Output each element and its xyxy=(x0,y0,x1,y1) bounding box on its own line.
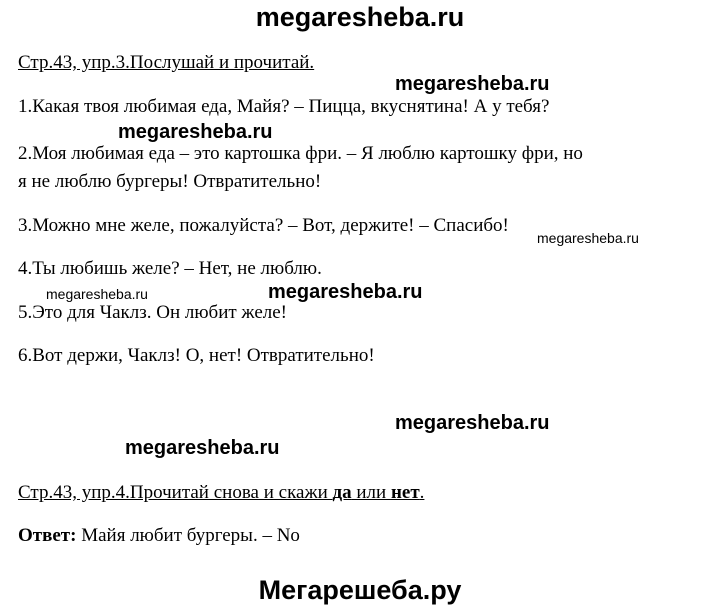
exercise-3-heading: Стр.43, упр.3.Послушай и прочитай. xyxy=(18,52,315,73)
heading-text: Стр.43, упр.4.Прочитай снова и скажи xyxy=(18,482,333,503)
dialogue-line-2: 2.Моя любимая еда – это картошка фри. – Я люблю картошку фри, но xyxy=(18,143,583,164)
dialogue-line-1: 1.Какая твоя любимая еда, Майя? – Пицца, вкуснятина! А у тебя? xyxy=(18,96,550,117)
answer-text: Майя любит бургеры. – No xyxy=(76,525,300,546)
dialogue-line-4: 4.Ты любишь желе? – Нет, не люблю. xyxy=(18,258,322,279)
footer-title: Мегарешеба.ру xyxy=(258,575,462,605)
site-title: megaresheba.ru xyxy=(255,2,465,32)
dialogue-line-2-cont: я не люблю бургеры! Отвратительно! xyxy=(18,171,322,192)
watermark: megaresheba.ru xyxy=(395,412,550,434)
heading-text: или xyxy=(351,482,391,503)
dialogue-line-6: 6.Вот держи, Чаклз! О, нет! Отвратительно! xyxy=(18,345,375,366)
watermark: megaresheba.ru xyxy=(537,230,639,246)
watermark: megaresheba.ru xyxy=(268,281,423,303)
heading-text: . xyxy=(419,482,425,503)
answer-line xyxy=(18,525,300,547)
watermark: megaresheba.ru xyxy=(46,286,148,302)
watermark: megaresheba.ru xyxy=(395,73,550,95)
exercise-4-heading xyxy=(18,482,424,504)
heading-yes: да xyxy=(332,482,352,503)
dialogue-line-3: 3.Можно мне желе, пожалуйста? – Вот, держите! – Спасибо! xyxy=(18,215,509,236)
heading-no: нет xyxy=(390,482,420,503)
watermark: megaresheba.ru xyxy=(118,121,273,143)
dialogue-line-5: 5.Это для Чаклз. Он любит желе! xyxy=(18,302,287,323)
watermark: megaresheba.ru xyxy=(125,437,280,459)
answer-label: Ответ: xyxy=(18,525,77,546)
